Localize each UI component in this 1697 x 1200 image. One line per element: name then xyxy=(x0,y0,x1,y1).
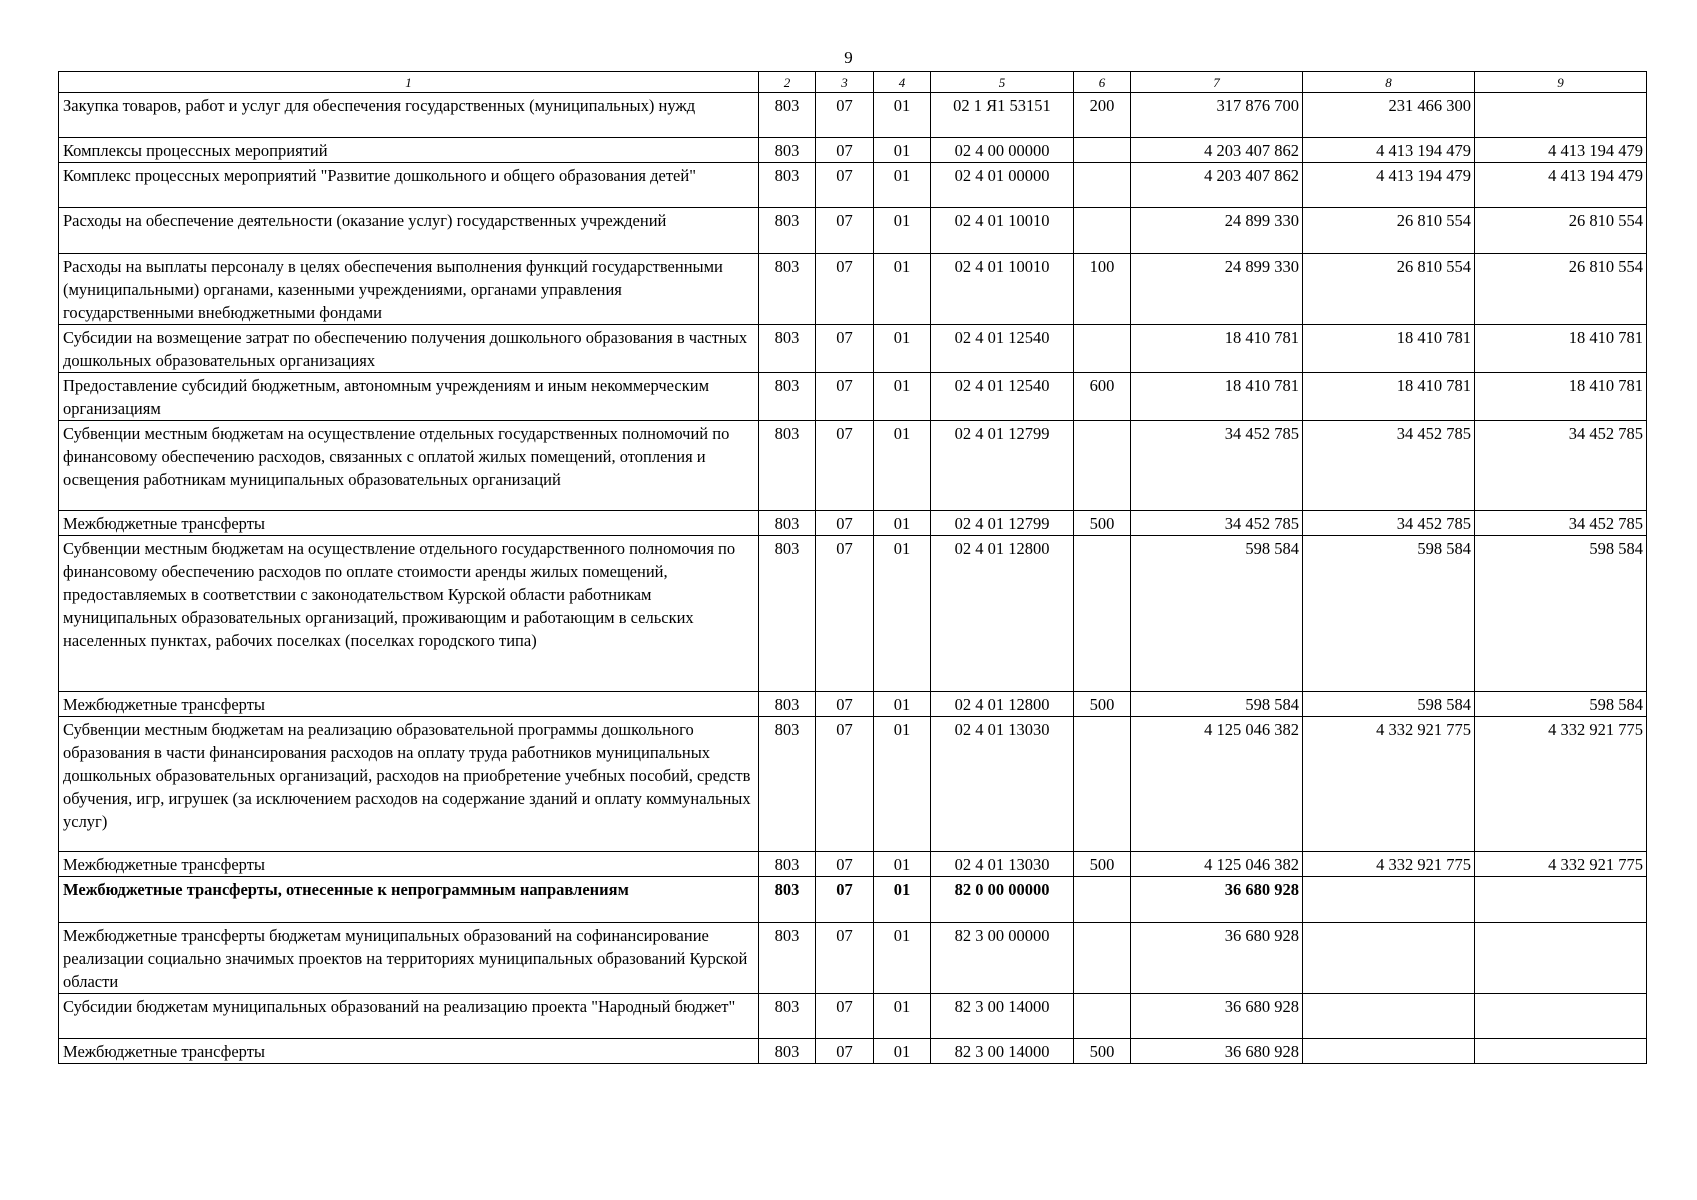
expense-type-cell: 500 xyxy=(1074,1039,1131,1064)
item-name-cell: Субвенции местным бюджетам на осуществление отдельных государственных полномочий по финансовому обеспечению расходов, связанных с оплатой жилых помещений, отопления и освещения работникам муниципальных образовательных организаций xyxy=(59,421,759,511)
page-number: 9 xyxy=(844,48,853,67)
amount-col9-cell: 4 413 194 479 xyxy=(1475,163,1647,208)
amount-col7-cell: 598 584 xyxy=(1131,536,1303,692)
target-article-cell: 02 4 01 12540 xyxy=(931,325,1074,373)
expense-type-cell xyxy=(1074,325,1131,373)
section-cell: 07 xyxy=(816,877,874,923)
table-row xyxy=(59,852,1647,877)
glava-cell: 803 xyxy=(759,325,816,373)
amount-col7-cell: 24 899 330 xyxy=(1131,254,1303,325)
item-name-cell: Расходы на обеспечение деятельности (оказание услуг) государственных учреждений xyxy=(59,208,759,254)
amount-col8-cell: 231 466 300 xyxy=(1303,93,1475,138)
section-cell: 07 xyxy=(816,511,874,536)
amount-col7-cell: 598 584 xyxy=(1131,692,1303,717)
target-article-cell: 02 4 01 10010 xyxy=(931,254,1074,325)
expense-type-cell xyxy=(1074,923,1131,994)
amount-col9-cell xyxy=(1475,93,1647,138)
expense-type-cell: 500 xyxy=(1074,511,1131,536)
column-number: 4 xyxy=(874,72,931,93)
amount-col7-cell: 18 410 781 xyxy=(1131,373,1303,421)
subsection-cell: 01 xyxy=(874,692,931,717)
glava-cell: 803 xyxy=(759,254,816,325)
subsection-cell: 01 xyxy=(874,852,931,877)
table-row xyxy=(59,511,1647,536)
table-row xyxy=(59,923,1647,994)
glava-cell: 803 xyxy=(759,93,816,138)
subsection-cell: 01 xyxy=(874,717,931,852)
table-row xyxy=(59,208,1647,254)
column-number: 7 xyxy=(1131,72,1303,93)
table-row xyxy=(59,421,1647,511)
item-name-cell: Субсидии на возмещение затрат по обеспечению получения дошкольного образования в частных дошкольных образовательных организациях xyxy=(59,325,759,373)
section-cell: 07 xyxy=(816,421,874,511)
column-number: 5 xyxy=(931,72,1074,93)
section-cell: 07 xyxy=(816,536,874,692)
column-number: 6 xyxy=(1074,72,1131,93)
item-name-cell: Субвенции местным бюджетам на осуществление отдельного государственного полномочия по финансовому обеспечению расходов по оплате стоимости аренды жилых помещений, предоставляемых в соответствии с законодательством Курской области работникам муниципальных образовательных организаций, проживающим и работающим в сельских населенных пунктах, рабочих поселках (поселках городского типа) xyxy=(59,536,759,692)
target-article-cell: 02 4 01 10010 xyxy=(931,208,1074,254)
amount-col7-cell: 24 899 330 xyxy=(1131,208,1303,254)
target-article-cell: 02 4 01 13030 xyxy=(931,717,1074,852)
glava-cell: 803 xyxy=(759,138,816,163)
amount-col8-cell: 4 413 194 479 xyxy=(1303,138,1475,163)
amount-col7-cell: 34 452 785 xyxy=(1131,511,1303,536)
subsection-cell: 01 xyxy=(874,325,931,373)
amount-col9-cell xyxy=(1475,994,1647,1039)
amount-col7-cell: 18 410 781 xyxy=(1131,325,1303,373)
target-article-cell: 02 4 01 12799 xyxy=(931,511,1074,536)
table-row xyxy=(59,994,1647,1039)
glava-cell: 803 xyxy=(759,923,816,994)
subsection-cell: 01 xyxy=(874,511,931,536)
glava-cell: 803 xyxy=(759,852,816,877)
section-cell: 07 xyxy=(816,717,874,852)
amount-col8-cell: 34 452 785 xyxy=(1303,511,1475,536)
column-number: 2 xyxy=(759,72,816,93)
amount-col8-cell: 4 413 194 479 xyxy=(1303,163,1475,208)
amount-col9-cell: 18 410 781 xyxy=(1475,325,1647,373)
amount-col7-cell: 4 203 407 862 xyxy=(1131,163,1303,208)
amount-col7-cell: 4 203 407 862 xyxy=(1131,138,1303,163)
amount-col9-cell: 598 584 xyxy=(1475,536,1647,692)
subsection-cell: 01 xyxy=(874,163,931,208)
section-cell: 07 xyxy=(816,373,874,421)
amount-col8-cell: 4 332 921 775 xyxy=(1303,717,1475,852)
amount-col9-cell: 598 584 xyxy=(1475,692,1647,717)
table-row xyxy=(59,536,1647,692)
amount-col7-cell: 36 680 928 xyxy=(1131,1039,1303,1064)
target-article-cell: 02 4 01 12799 xyxy=(931,421,1074,511)
subsection-cell: 01 xyxy=(874,994,931,1039)
table-row xyxy=(59,254,1647,325)
column-number-row xyxy=(59,72,1647,93)
target-article-cell: 82 3 00 14000 xyxy=(931,994,1074,1039)
glava-cell: 803 xyxy=(759,373,816,421)
amount-col8-cell: 18 410 781 xyxy=(1303,325,1475,373)
section-cell: 07 xyxy=(816,163,874,208)
subsection-cell: 01 xyxy=(874,208,931,254)
expense-type-cell xyxy=(1074,138,1131,163)
amount-col8-cell: 4 332 921 775 xyxy=(1303,852,1475,877)
expense-type-cell: 200 xyxy=(1074,93,1131,138)
target-article-cell: 02 4 01 12800 xyxy=(931,536,1074,692)
glava-cell: 803 xyxy=(759,421,816,511)
expense-type-cell: 100 xyxy=(1074,254,1131,325)
amount-col8-cell: 26 810 554 xyxy=(1303,254,1475,325)
section-cell: 07 xyxy=(816,138,874,163)
table-row xyxy=(59,93,1647,138)
amount-col9-cell: 18 410 781 xyxy=(1475,373,1647,421)
subsection-cell: 01 xyxy=(874,93,931,138)
table-row xyxy=(59,138,1647,163)
section-cell: 07 xyxy=(816,93,874,138)
glava-cell: 803 xyxy=(759,208,816,254)
expense-type-cell xyxy=(1074,163,1131,208)
item-name-cell: Межбюджетные трансферты xyxy=(59,852,759,877)
glava-cell: 803 xyxy=(759,692,816,717)
section-cell: 07 xyxy=(816,325,874,373)
table-row xyxy=(59,325,1647,373)
glava-cell: 803 xyxy=(759,163,816,208)
amount-col7-cell: 36 680 928 xyxy=(1131,923,1303,994)
table-row xyxy=(59,373,1647,421)
glava-cell: 803 xyxy=(759,536,816,692)
expense-type-cell: 500 xyxy=(1074,692,1131,717)
table-row xyxy=(59,692,1647,717)
expense-type-cell xyxy=(1074,994,1131,1039)
amount-col8-cell: 598 584 xyxy=(1303,536,1475,692)
expense-type-cell xyxy=(1074,536,1131,692)
column-number: 1 xyxy=(59,72,759,93)
target-article-cell: 02 1 Я1 53151 xyxy=(931,93,1074,138)
amount-col9-cell: 34 452 785 xyxy=(1475,511,1647,536)
section-cell: 07 xyxy=(816,208,874,254)
amount-col9-cell: 4 332 921 775 xyxy=(1475,717,1647,852)
expense-type-cell: 600 xyxy=(1074,373,1131,421)
target-article-cell: 82 0 00 00000 xyxy=(931,877,1074,923)
item-name-cell: Предоставление субсидий бюджетным, автономным учреждениям и иным некоммерческим организациям xyxy=(59,373,759,421)
amount-col7-cell: 36 680 928 xyxy=(1131,994,1303,1039)
budget-table xyxy=(58,71,1647,1064)
item-name-cell: Комплексы процессных мероприятий xyxy=(59,138,759,163)
amount-col9-cell: 34 452 785 xyxy=(1475,421,1647,511)
amount-col7-cell: 317 876 700 xyxy=(1131,93,1303,138)
glava-cell: 803 xyxy=(759,717,816,852)
target-article-cell: 02 4 00 00000 xyxy=(931,138,1074,163)
glava-cell: 803 xyxy=(759,994,816,1039)
item-name-cell: Расходы на выплаты персоналу в целях обеспечения выполнения функций государственными (муниципальными) органами, казенными учреждениями, органами управления государственными внебюджетными фондами xyxy=(59,254,759,325)
amount-col8-cell xyxy=(1303,877,1475,923)
subsection-cell: 01 xyxy=(874,254,931,325)
amount-col8-cell: 18 410 781 xyxy=(1303,373,1475,421)
glava-cell: 803 xyxy=(759,1039,816,1064)
amount-col7-cell: 36 680 928 xyxy=(1131,877,1303,923)
glava-cell: 803 xyxy=(759,877,816,923)
amount-col8-cell: 26 810 554 xyxy=(1303,208,1475,254)
column-number: 3 xyxy=(816,72,874,93)
section-cell: 07 xyxy=(816,852,874,877)
amount-col8-cell: 598 584 xyxy=(1303,692,1475,717)
amount-col9-cell xyxy=(1475,877,1647,923)
section-cell: 07 xyxy=(816,1039,874,1064)
amount-col7-cell: 4 125 046 382 xyxy=(1131,852,1303,877)
section-cell: 07 xyxy=(816,692,874,717)
expense-type-cell xyxy=(1074,717,1131,852)
amount-col7-cell: 34 452 785 xyxy=(1131,421,1303,511)
subsection-cell: 01 xyxy=(874,373,931,421)
amount-col9-cell xyxy=(1475,923,1647,994)
target-article-cell: 82 3 00 14000 xyxy=(931,1039,1074,1064)
subsection-cell: 01 xyxy=(874,421,931,511)
expense-type-cell xyxy=(1074,421,1131,511)
section-cell: 07 xyxy=(816,254,874,325)
target-article-cell: 02 4 01 12800 xyxy=(931,692,1074,717)
amount-col9-cell: 4 413 194 479 xyxy=(1475,138,1647,163)
amount-col8-cell xyxy=(1303,994,1475,1039)
table-row xyxy=(59,717,1647,852)
item-name-cell: Комплекс процессных мероприятий "Развитие дошкольного и общего образования детей" xyxy=(59,163,759,208)
column-number: 8 xyxy=(1303,72,1475,93)
table-row xyxy=(59,1039,1647,1064)
subsection-cell: 01 xyxy=(874,877,931,923)
item-name-cell: Межбюджетные трансферты бюджетам муниципальных образований на софинансирование реализации социально значимых проектов на территориях муниципальных образований Курской области xyxy=(59,923,759,994)
amount-col9-cell: 4 332 921 775 xyxy=(1475,852,1647,877)
expense-type-cell: 500 xyxy=(1074,852,1131,877)
target-article-cell: 02 4 01 00000 xyxy=(931,163,1074,208)
target-article-cell: 02 4 01 12540 xyxy=(931,373,1074,421)
expense-type-cell xyxy=(1074,877,1131,923)
section-cell: 07 xyxy=(816,994,874,1039)
amount-col9-cell: 26 810 554 xyxy=(1475,208,1647,254)
subsection-cell: 01 xyxy=(874,1039,931,1064)
item-name-cell: Межбюджетные трансферты xyxy=(59,511,759,536)
amount-col8-cell xyxy=(1303,923,1475,994)
subsection-cell: 01 xyxy=(874,536,931,692)
item-name-cell: Субсидии бюджетам муниципальных образований на реализацию проекта "Народный бюджет" xyxy=(59,994,759,1039)
table-row xyxy=(59,163,1647,208)
amount-col9-cell: 26 810 554 xyxy=(1475,254,1647,325)
amount-col7-cell: 4 125 046 382 xyxy=(1131,717,1303,852)
item-name-cell: Закупка товаров, работ и услуг для обеспечения государственных (муниципальных) нужд xyxy=(59,93,759,138)
expense-type-cell xyxy=(1074,208,1131,254)
item-name-cell: Межбюджетные трансферты xyxy=(59,1039,759,1064)
table-row xyxy=(59,877,1647,923)
glava-cell: 803 xyxy=(759,511,816,536)
target-article-cell: 82 3 00 00000 xyxy=(931,923,1074,994)
column-number: 9 xyxy=(1475,72,1647,93)
subsection-cell: 01 xyxy=(874,138,931,163)
target-article-cell: 02 4 01 13030 xyxy=(931,852,1074,877)
amount-col9-cell xyxy=(1475,1039,1647,1064)
amount-col8-cell: 34 452 785 xyxy=(1303,421,1475,511)
item-name-cell: Межбюджетные трансферты, отнесенные к непрограммным направлениям xyxy=(59,877,759,923)
amount-col8-cell xyxy=(1303,1039,1475,1064)
section-cell: 07 xyxy=(816,923,874,994)
subsection-cell: 01 xyxy=(874,923,931,994)
item-name-cell: Субвенции местным бюджетам на реализацию образовательной программы дошкольного образования в части финансирования расходов на оплату труда работников муниципальных дошкольных образовательных организаций, расходов на приобретение учебных пособий, средств обучения, игр, игрушек (за исключением расходов на содержание зданий и оплату коммунальных услуг) xyxy=(59,717,759,852)
item-name-cell: Межбюджетные трансферты xyxy=(59,692,759,717)
